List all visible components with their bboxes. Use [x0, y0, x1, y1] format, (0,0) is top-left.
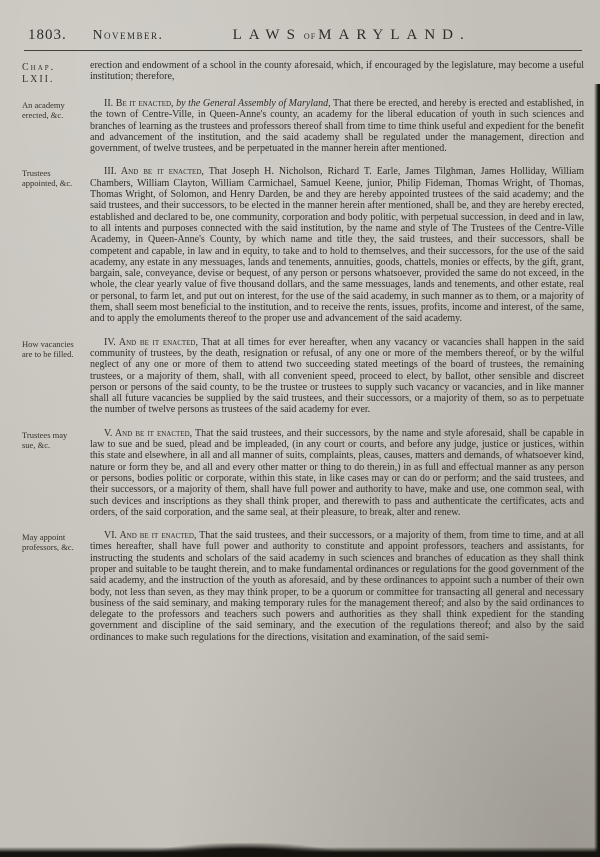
margin-note-appoint-professors: May appoint professors, &c.: [22, 532, 74, 553]
paragraph-vi: [78, 530, 584, 643]
margin-note-academy-erected: An academy erected, &c.: [22, 100, 65, 120]
law-section-v: [22, 428, 584, 518]
page-header: [22, 26, 584, 44]
title-laws: LAWS: [232, 27, 302, 43]
page-year: 1803.: [28, 27, 67, 43]
title-of: of: [303, 30, 317, 42]
page-month: November.: [92, 27, 164, 42]
page-title: [163, 26, 540, 44]
paragraph-ii: [78, 98, 584, 154]
paragraph-continuation: [78, 60, 584, 86]
margin-note-trustees-sue: Trustees may sue, &c.: [22, 429, 68, 450]
law-section-continuation: [22, 60, 584, 86]
margin-note-vacancies: How vacancies are to be filled.: [22, 338, 74, 359]
law-section-ii: [22, 98, 584, 154]
paragraph-iii: [78, 166, 584, 324]
enacting-words: VI. And be it enacted,: [104, 530, 197, 542]
margin-note-trustees-appointed: Trustees appointed, &c.: [22, 168, 73, 189]
header-rule: [24, 50, 582, 51]
margin-note-chapter: Chap. LXII.: [22, 62, 56, 85]
title-state: MARYLAND.: [318, 27, 471, 43]
paragraph-text: That there be erected, and hereby is erected and established, in the town of Centre-Ville, in Queen-Anne's county, an academy for the liberal education of youth in such sciences and branches of learning as the trustees and professors thereof shall from time to time think useful and expedient for the benefit and advancement of the institution, and the said academy shall be regulated under the management, direction and government, of twelve trustees, and be perpetuated in the manner herein after mentioned.: [90, 98, 584, 155]
law-section-vi: [22, 530, 584, 643]
enacting-words: IV. And be it enacted,: [104, 336, 198, 348]
law-section-iv: [22, 337, 584, 416]
paragraph-text: That the said trustees, and their successors, or a majority of them, from time to time, and at all times hereafter, shall have full power and authority to constitute and appoint professors, teachers and assistants, for instructing the students and scholars of the said academy in such sciences and branches of education as they shall think proper and suitable to be taught therein, and to make fundamental ordinances or regulations for the good government of the said academy, and the instruction of the youth as aforesaid, and by these ordinances to appoint such a number of their own body, not less than seven, as they may think proper, to be a quorum or committee for transacting all general and necessary business of the said seminary, and making temporary rules for the management thereof; and also by the said ordinances to delegate to the professors and teachers such powers and authorities as they shall think expedient for the standing government and discipline of the said seminary, and the execution of the regulations thereof; and also by the said ordinances to make such regulations for the directions, visitation and examination, of the said semi-: [90, 530, 585, 643]
enacting-words: II. Be it enacted,: [104, 98, 174, 109]
paragraph-text: That at all times for ever hereafter, when any vacancy or vacancies shall happen in the said community of trustees, by the death, resignation or refusal, of any one or more of the members thereof, or by the wilful neglect of any one or more of them to attend two succeeding stated meetings of the board of trustees, the remaining trustees, or a majority of them, shall, with all convenient speed, proceed to elect, by ballot, other sensible and discreet person or persons of the said county, to be the trustee or trustees to supply such vacancy or vacancies, and in like manner shall all future vacancies be supplied by the said trustees, and their successors, or a majority of them, so as to perpetuate the number of twelve persons as trustees of the said academy for ever.: [90, 336, 584, 416]
paragraph-text: That the said trustees, and their successors, by the name and style aforesaid, shall be capable in law to sue and be sued, plead and be impleaded, (in any court or courts, and before any judge, justice or justices, within this state and elsewhere, in all and all manner of suits, complaints, pleas, causes, matters and demands, of whatsoever kind, nature or form they be, and all and every other matter or thing to do therein,) in as full and effectual manner as any person or persons, bodies politic or corporate, within this state, in like cases may or can do or perform; and the said trustees, and their successors, or a majority of them, shall have full power and authority to have, make and use, one common seal, with such devices and inscriptions as they shall think proper, and therewith to pass and authenticate the certificates, acts and orders, of the said corporation, and the same seal, at their pleasure, to break, alter and renew.: [90, 427, 584, 518]
paragraph-text: That Joseph H. Nicholson, Richard T. Earle, James Tilghman, James Holliday, William Chambers, William Clayton, William Carmichael, Samuel Keene, junior, Philip Fideman, Thomas Wright, of Thomas, Thomas Wright, of Solomon, and Henry Darden, be and they are hereby appointed trustees of the said academy; and the said trustees, and their successors, to be elected in the manner herein after mentioned, shall be, and they are hereby erected, established and declared to be, one community, corporation and body politic, with perpetual succession, in deed and in law, to all intents and purposes connected with the said institution, by the name and style of The Trustees of the Centre-Ville Academy, in Queen-Anne's County, by which name and title they, the said trustees, and their successors, shall be competent and capable, in law and in equity, to take and to hold to themselves, and their successors, for the use of the said academy, any estate in any messuages, lands and tenements, annuities, goods, chattels, monies or effects, by the gift, grant, bargain, sale, conveyance, devise or bequest, of any person or persons whatsoever, provided the same do not exceed, in the whole, the clear yearly value of five thousand dollars, and the same messuages, lands and tenements, and other estate, real or personal, to farm let, and put out on interest, for the use of the said academy, in such manner as to them, or a majority of them, shall seem most beneficial to the institution, and to receive the rents, issues, profits, income and interest, of the same, and to apply the emoluments thereof to the proper use and advancement of the said academy.: [90, 166, 584, 325]
law-section-iii: [22, 166, 584, 324]
paragraph-v: [78, 428, 584, 518]
paragraph-text: erection and endowment of a school in the county aforesaid, which, if encouraged by the legislature, may become a useful institution; therefore,: [90, 60, 584, 83]
enacting-words: V. And be it enacted,: [104, 427, 193, 439]
assembly-citation: by the General Assembly of Maryland,: [176, 98, 331, 109]
paragraph-iv: [78, 337, 584, 416]
enacting-words: III. And be it enacted,: [104, 166, 204, 178]
